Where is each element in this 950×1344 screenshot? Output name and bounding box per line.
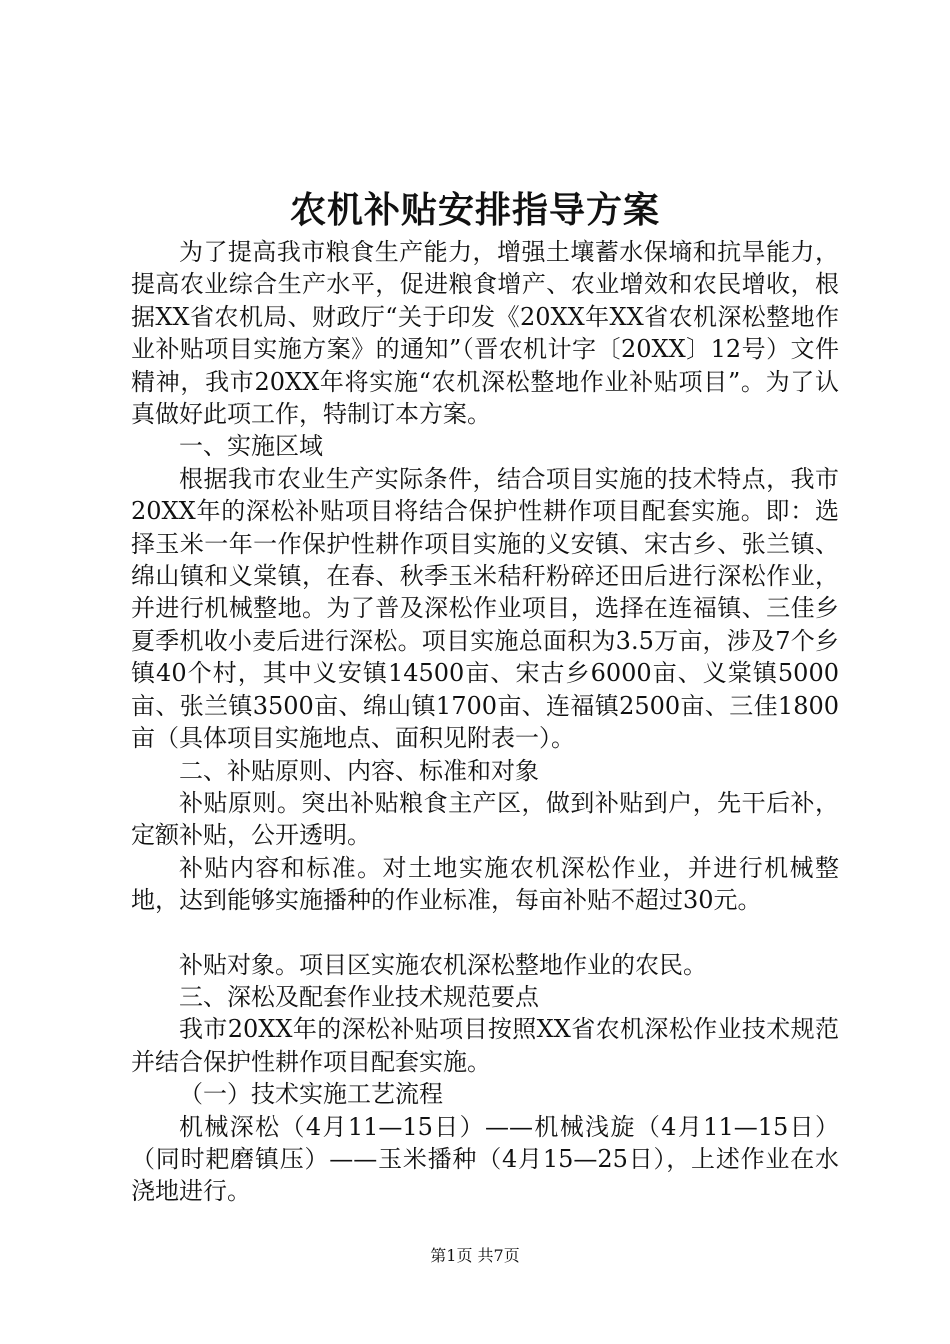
section-heading-implementation-area: 一、实施区域: [179, 432, 323, 461]
process-flow-paragraph: 机械深松（4月11—15日）——机械浅旋（4月11—15日）（同时耙磨镇压）——玉米播种（4月15—25日），上述作业在水浇地进行。: [131, 1112, 839, 1206]
subsidy-principle-paragraph: 补贴原则。突出补贴粮食主产区，做到补贴到户，先干后补，定额补贴，公开透明。: [131, 788, 839, 850]
subsidy-target-paragraph: 补贴对象。项目区实施农机深松整地作业的农民。: [179, 950, 707, 979]
subsidy-content-paragraph: 补贴内容和标准。对土地实施农机深松作业，并进行机械整地，达到能够实施播种的作业标准，每亩补贴不超过30元。: [131, 853, 839, 915]
page-footer: 第1页 共7页: [430, 1246, 520, 1265]
section-heading-subsidy-principles: 二、补贴原则、内容、标准和对象: [179, 756, 539, 785]
subsection-heading-process-flow: （一）技术实施工艺流程: [179, 1080, 443, 1109]
document-body: [131, 236, 839, 1208]
intro-paragraph: 为了提高我市粮食生产能力，增强土壤蓄水保墒和抗旱能力，提高农业综合生产水平，促进粮食增产、农业增效和农民增收，根据XX省农机局、财政厅“关于印发《20XX年XX省农机深松整地作业补贴项目实施方案》的通知”（晋农机计字〔20XX〕12号）文件精神，我市20XX年将实施“农机深松整地作业补贴项目”。为了认真做好此项工作，特制订本方案。: [131, 238, 839, 429]
technical-specs-paragraph: 我市20XX年的深松补贴项目按照XX省农机深松作业技术规范并结合保护性耕作项目配套实施。: [131, 1015, 839, 1076]
document-title: 农机补贴安排指导方案: [289, 189, 660, 231]
paragraph-gap: [131, 917, 839, 949]
section-heading-technical-specs: 三、深松及配套作业技术规范要点: [179, 982, 539, 1011]
implementation-area-paragraph: 根据我市农业生产实际条件，结合项目实施的技术特点，我市20XX年的深松补贴项目将结合保护性耕作项目配套实施。即：选择玉米一年一作保护性耕作项目实施的义安镇、宋古乡、张兰镇、绵山镇和义棠镇，在春、秋季玉米秸秆粉碎还田后进行深松作业，并进行机械整地。为了普及深松作业项目，选择在连福镇、三佳乡夏季机收小麦后进行深松。项目实施总面积为3.5万亩，涉及7个乡镇40个村，其中义安镇14500亩、宋古乡6000亩、义棠镇5000亩、张兰镇3500亩、绵山镇1700亩、连福镇2500亩、三佳1800亩（具体项目实施地点、面积见附表一）。: [131, 464, 839, 753]
